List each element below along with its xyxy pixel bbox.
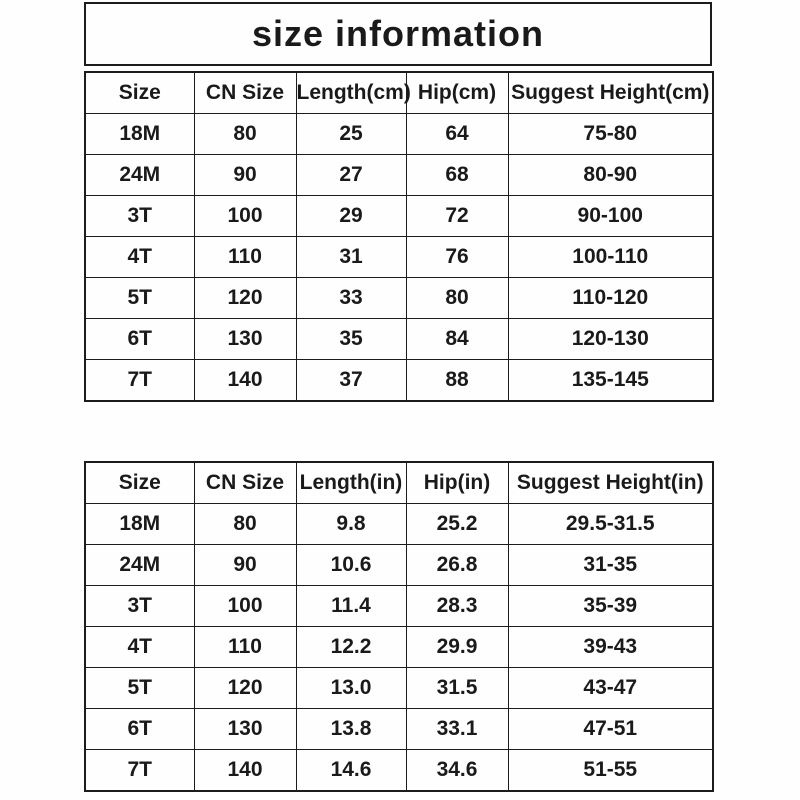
table-cell: 31: [296, 237, 406, 278]
table-cell: 24M: [85, 155, 194, 196]
column-header: Hip(in): [406, 462, 508, 504]
table-cell: 11.4: [296, 586, 406, 627]
table-cell: 100: [194, 586, 296, 627]
table-row: [85, 750, 713, 792]
table-row: [85, 627, 713, 668]
table-cell: 90: [194, 155, 296, 196]
table-row: [85, 196, 713, 237]
table-cell: 80: [194, 114, 296, 155]
table-cell: 120-130: [508, 319, 713, 360]
table-row: [85, 545, 713, 586]
table-cell: 25.2: [406, 504, 508, 545]
table-cell: 29.5-31.5: [508, 504, 713, 545]
table-cell: 75-80: [508, 114, 713, 155]
column-header: CN Size: [194, 72, 296, 114]
table-cell: 135-145: [508, 360, 713, 402]
table-row: [85, 504, 713, 545]
table-cell: 13.8: [296, 709, 406, 750]
table-cell: 14.6: [296, 750, 406, 792]
table-cell: 43-47: [508, 668, 713, 709]
table-cell: 7T: [85, 750, 194, 792]
table-cell: 33.1: [406, 709, 508, 750]
table-cell: 24M: [85, 545, 194, 586]
table-cell: 110: [194, 237, 296, 278]
table-row: [85, 155, 713, 196]
table-cell: 4T: [85, 237, 194, 278]
table-cell: 3T: [85, 196, 194, 237]
header-row: [85, 72, 713, 114]
table-cell: 6T: [85, 709, 194, 750]
table-cell: 120: [194, 278, 296, 319]
table-cell: 34.6: [406, 750, 508, 792]
table-cell: 28.3: [406, 586, 508, 627]
table-cell: 51-55: [508, 750, 713, 792]
table-cell: 26.8: [406, 545, 508, 586]
table-cell: 120: [194, 668, 296, 709]
table-cell: 9.8: [296, 504, 406, 545]
header-row: [85, 462, 713, 504]
table-cell: 37: [296, 360, 406, 402]
column-header: Length(cm): [296, 72, 406, 114]
size-table-cm: [84, 71, 714, 402]
table-cell: 68: [406, 155, 508, 196]
table-cell: 72: [406, 196, 508, 237]
column-header: Suggest Height(cm): [508, 72, 713, 114]
table-cell: 31.5: [406, 668, 508, 709]
table-cell: 27: [296, 155, 406, 196]
table-cell: 13.0: [296, 668, 406, 709]
table-cell: 100: [194, 196, 296, 237]
column-header: Suggest Height(in): [508, 462, 713, 504]
table-cell: 47-51: [508, 709, 713, 750]
table-cell: 100-110: [508, 237, 713, 278]
table-cell: 18M: [85, 504, 194, 545]
table-cell: 4T: [85, 627, 194, 668]
table-cell: 130: [194, 709, 296, 750]
table-cell: 35: [296, 319, 406, 360]
table-cell: 130: [194, 319, 296, 360]
table-cell: 5T: [85, 668, 194, 709]
table-cell: 3T: [85, 586, 194, 627]
table-cell: 12.2: [296, 627, 406, 668]
table-cell: 6T: [85, 319, 194, 360]
table-cell: 76: [406, 237, 508, 278]
table-cell: 90: [194, 545, 296, 586]
table-row: [85, 319, 713, 360]
table-cell: 90-100: [508, 196, 713, 237]
table-row: [85, 360, 713, 402]
table-row: [85, 709, 713, 750]
table-cell: 88: [406, 360, 508, 402]
table-cell: 10.6: [296, 545, 406, 586]
table-cell: 64: [406, 114, 508, 155]
table-row: [85, 586, 713, 627]
table-cell: 5T: [85, 278, 194, 319]
table-cell: 84: [406, 319, 508, 360]
page-title: size information: [251, 13, 545, 54]
table-cell: 110: [194, 627, 296, 668]
table-row: [85, 114, 713, 155]
table-row: [85, 668, 713, 709]
table-row: [85, 237, 713, 278]
table-cell: 29.9: [406, 627, 508, 668]
column-header: CN Size: [194, 462, 296, 504]
column-header: Size: [85, 72, 194, 114]
table-cell: 80: [194, 504, 296, 545]
size-table-in: [84, 461, 714, 792]
table-cell: 25: [296, 114, 406, 155]
column-header: Length(in): [296, 462, 406, 504]
table-cell: 80: [406, 278, 508, 319]
column-header: Hip(cm): [406, 72, 508, 114]
table-cell: 39-43: [508, 627, 713, 668]
table-row: [85, 278, 713, 319]
column-header: Size: [85, 462, 194, 504]
table-cell: 140: [194, 360, 296, 402]
title-box: [84, 2, 712, 66]
table-cell: 29: [296, 196, 406, 237]
table-cell: 33: [296, 278, 406, 319]
table-cell: 80-90: [508, 155, 713, 196]
table-cell: 140: [194, 750, 296, 792]
table-cell: 31-35: [508, 545, 713, 586]
table-cell: 7T: [85, 360, 194, 402]
table-cell: 35-39: [508, 586, 713, 627]
table-cell: 110-120: [508, 278, 713, 319]
table-cell: 18M: [85, 114, 194, 155]
